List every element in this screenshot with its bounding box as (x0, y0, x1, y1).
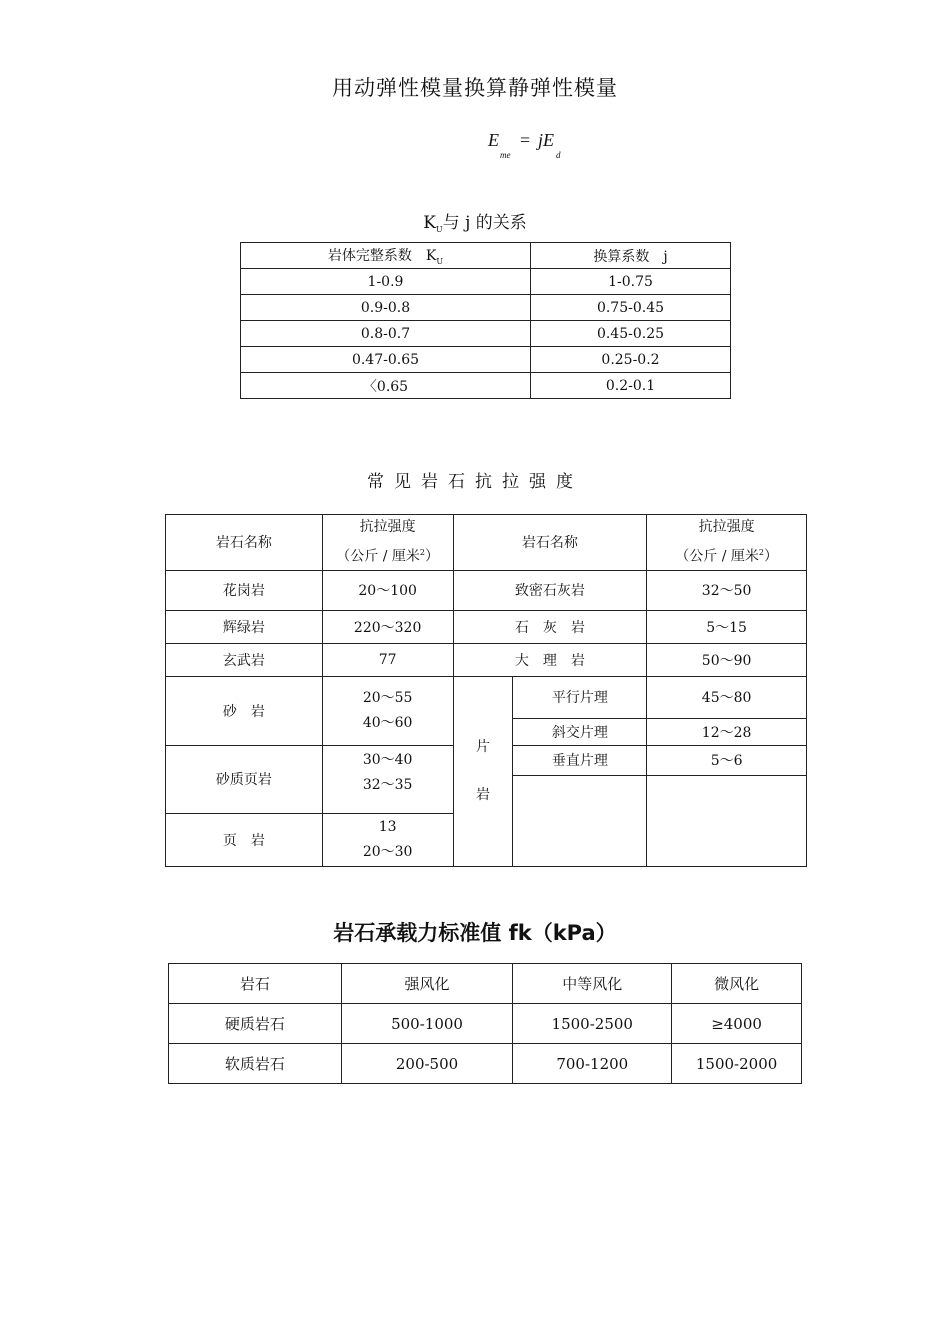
header-strength-sup: 2 (419, 548, 425, 557)
table-row (241, 269, 731, 295)
table-cell: 硬质岩石 (169, 1004, 342, 1044)
formula (488, 128, 608, 168)
strength-value: 20～100 (322, 570, 453, 610)
header-strength-line1: 抗拉强度 (698, 519, 755, 535)
strength-value: 5～15 (647, 610, 807, 643)
table1-title-k: K (423, 213, 436, 233)
formula-e: E (488, 130, 499, 150)
header-strength (647, 515, 807, 571)
strength-value-1: 20～55 (362, 689, 413, 706)
header-cell: 中等风化 (513, 964, 672, 1004)
rock-name: 致密石灰岩 (453, 570, 647, 610)
strength-value-1: 30～40 (362, 751, 413, 768)
table1-title-sub: U (435, 225, 443, 234)
header-strength-line2 (323, 540, 453, 570)
table-row (169, 1044, 802, 1084)
formula-sub-d: d (556, 150, 561, 160)
empty-cell (513, 775, 647, 866)
table-cell: 500-1000 (341, 1004, 513, 1044)
table-header-row (166, 515, 807, 571)
rock-name: 砂 岩 (166, 676, 323, 745)
header-strength-unit: （公斤 / 厘米 (336, 548, 420, 565)
table-cell: 700-1200 (513, 1044, 672, 1084)
table1-title-rest: 与 j 的关系 (442, 213, 527, 233)
table-row (241, 373, 731, 399)
header-col1-sub: U (436, 257, 444, 266)
strength-value: 77 (322, 643, 453, 676)
strength-value-2: 20～30 (362, 843, 413, 860)
formula-je: jE (538, 130, 554, 150)
header-cell (241, 243, 531, 269)
table-row (166, 610, 807, 643)
table-cell: 1500-2500 (513, 1004, 672, 1044)
rock-name: 砂质页岩 (166, 745, 323, 813)
tensile-strength-table (165, 514, 807, 867)
schist-label-1: 片 (476, 739, 490, 756)
strength-value: 32～50 (647, 570, 807, 610)
header-strength-sup: 2 (758, 548, 764, 557)
header-strength-line2 (647, 540, 806, 570)
conversion-table (240, 242, 731, 399)
formula-equals: = (520, 130, 531, 150)
header-strength-close: ） (763, 548, 778, 565)
table-cell: 0.75-0.45 (531, 295, 731, 321)
rock-name: 玄武岩 (166, 643, 323, 676)
table-row (166, 676, 807, 718)
header-strength-unit: （公斤 / 厘米 (675, 548, 759, 565)
schist-label-2: 岩 (476, 787, 490, 804)
table-row (166, 643, 807, 676)
table2-title: 常见岩石抗拉强度 (367, 472, 583, 492)
strength-value (322, 813, 453, 866)
table-cell: 0.2-0.1 (531, 373, 731, 399)
table-cell: 1-0.9 (241, 269, 531, 295)
strength-value-2: 40～60 (362, 714, 413, 731)
formula-sub-me: me (500, 150, 511, 160)
header-cell: 强风化 (341, 964, 513, 1004)
table1-title (0, 208, 950, 234)
strength-value-1: 13 (378, 818, 397, 835)
header-cell: 换算系数 j (531, 243, 731, 269)
table-cell: 0.47-0.65 (241, 347, 531, 373)
strength-value: 12～28 (647, 718, 807, 745)
header-rock-name: 岩石名称 (453, 515, 647, 571)
rock-name: 辉绿岩 (166, 610, 323, 643)
table-cell: 0.45-0.25 (531, 321, 731, 347)
table-row (241, 295, 731, 321)
table-cell: 〈0.65 (241, 373, 531, 399)
strength-value: 5～6 (647, 745, 807, 775)
header-strength-line1: 抗拉强度 (359, 519, 416, 535)
rock-name: 页 岩 (166, 813, 323, 866)
table-cell: 软质岩石 (169, 1044, 342, 1084)
table-cell: 0.8-0.7 (241, 321, 531, 347)
strength-value-2: 32～35 (362, 776, 413, 793)
header-cell: 微风化 (672, 964, 802, 1004)
table-header-row (241, 243, 731, 269)
table3-title: 岩石承载力标准值 fk（kPa） (333, 921, 617, 945)
header-cell: 岩石 (169, 964, 342, 1004)
header-strength (322, 515, 453, 571)
strength-value: 45～80 (647, 676, 807, 718)
table-row (241, 321, 731, 347)
rock-name: 大 理 岩 (453, 643, 647, 676)
table-cell: ≥4000 (672, 1004, 802, 1044)
empty-cell (647, 775, 807, 866)
strength-value (322, 745, 453, 813)
table-cell: 1-0.75 (531, 269, 731, 295)
strength-value: 50～90 (647, 643, 807, 676)
rock-name: 石 灰 岩 (453, 610, 647, 643)
table-row (169, 1004, 802, 1044)
schist-orientation: 平行片理 (513, 676, 647, 718)
page-title: 用动弹性模量换算静弹性模量 (332, 76, 618, 100)
header-col1: 岩体完整系数 K (327, 248, 437, 264)
table-row (241, 347, 731, 373)
table-cell: 0.25-0.2 (531, 347, 731, 373)
table-cell: 200-500 (341, 1044, 513, 1084)
table-header-row (169, 964, 802, 1004)
schist-orientation: 斜交片理 (513, 718, 647, 745)
bearing-capacity-table (168, 963, 802, 1084)
rock-name: 花岗岩 (166, 570, 323, 610)
table-cell: 0.9-0.8 (241, 295, 531, 321)
header-rock-name: 岩石名称 (166, 515, 323, 571)
strength-value (322, 676, 453, 745)
table-row (166, 570, 807, 610)
table-cell: 1500-2000 (672, 1044, 802, 1084)
schist-label (453, 676, 513, 866)
strength-value: 220～320 (322, 610, 453, 643)
schist-orientation: 垂直片理 (513, 745, 647, 775)
header-strength-close: ） (425, 548, 439, 565)
